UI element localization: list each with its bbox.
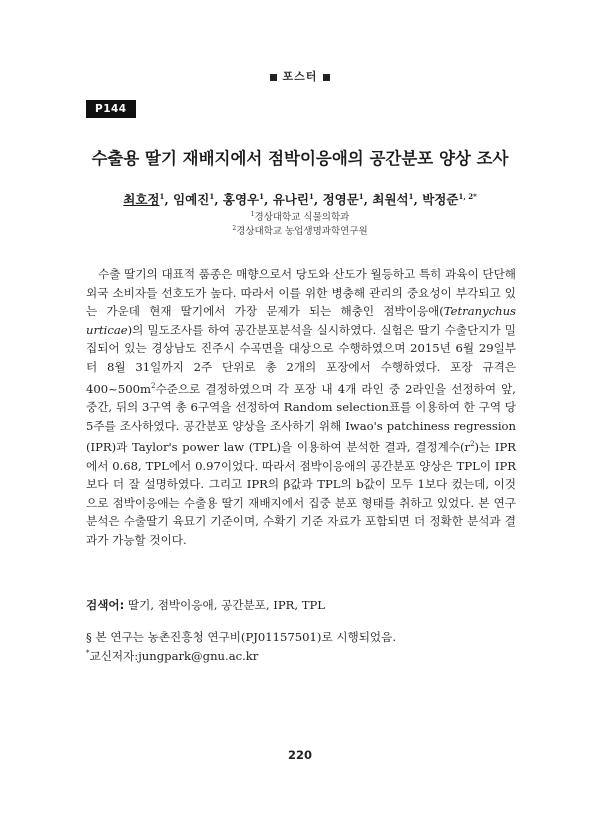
corresponding-sup: * (86, 649, 90, 658)
corresponding-email: 교신저자:jungpark@gnu.ac.kr (89, 649, 259, 663)
species-name: Tetranychus urticae (86, 304, 516, 337)
corresponding-author-note (86, 648, 516, 664)
abstract-text: 수출 딸기의 대표적 품종은 매향으로서 당도와 산도가 월등하고 특히 과육이 단단해 외국 소비자들 선호도가 높다. 따라서 이를 위한 병충해 관리의 중요성이 부각되고 있는 가운데 현재 딸기에서 가장 문제가 되는 해충인 점박이응애( (86, 267, 516, 319)
author-affil-sup: 1 (308, 191, 314, 201)
keywords-line (86, 597, 516, 613)
poster-id-badge: P144 (86, 100, 136, 118)
section-label: 포스터 (282, 70, 318, 83)
author-affil-sup: 1 (209, 191, 215, 201)
abstract-text: )는 IPR에서 0.68, TPL에서 0.97이었다. 따라서 점박이응애의 공간분포 양상은 TPL이 IPR보다 더 잘 설명하였다. 그리고 IPR의 β값과 TPL의 b값이 모두 1보다 컸는데, 이것으로 점박이응애는 수출용 딸기 재배지에서 집중 분포 형태를 취하고 있었다. 본 연구 분석은 수출딸기 육묘기 기준이며, 수확기 기준 자료가 포함되면 더 정확한 분석과 결과가 가능할 것이다. (86, 440, 516, 548)
author-name: 최원석 (372, 192, 409, 207)
author-affil-sup: 1 (358, 191, 364, 201)
affiliation-text: 경상대학교 농업생명과학연구원 (236, 226, 368, 237)
square-bullet-icon (323, 74, 330, 81)
funding-note: § 본 연구는 농촌진흥청 연구비(PJ01157501)로 시행되었음. (86, 630, 397, 644)
affiliation-text: 경상대학교 식물의학과 (254, 212, 350, 223)
paper-title: 수출용 딸기 재배지에서 점박이응애의 공간분포 양상 조사 (91, 149, 509, 168)
first-author: 최호정 (123, 192, 160, 207)
page-number: 220 (287, 748, 312, 762)
affiliation-sup: 1 (250, 210, 255, 218)
author-affil-sup: 1 (159, 191, 165, 201)
abstract-text: )의 밀도조사를 하여 공간분포분석을 실시하였다. 실험은 딸기 수출단지가 밀집되어 있는 경상남도 진주시 수곡면을 대상으로 수행하였으며 2015년 6월 29일부터 8월 31일까지 2주 단위로 총 2개의 포장에서 수행하였다. 포장 규격은 400~500m (86, 322, 516, 396)
affiliation (0, 209, 600, 223)
author-name: 유나린 (272, 192, 309, 207)
author-name: 홍영우 (222, 192, 260, 207)
author-name: 정영문 (322, 192, 359, 207)
section-header (0, 68, 600, 84)
abstract-paragraph (86, 265, 516, 550)
author-name: 임예진 (173, 192, 210, 207)
author-affil-sup: 1 (259, 191, 265, 201)
area-superscript: 2 (150, 381, 156, 390)
author-list: 최호정$^1$, 임예진$^1$, 홍영우$^1$, 유나린$^1$, 정영문$^1$, 최원석$^1$, 박정준$^{1, 2*}$ (123, 191, 477, 207)
r-squared-superscript: 2 (470, 440, 475, 449)
abstract-body (86, 265, 516, 550)
affiliation-sup: 2 (232, 224, 237, 232)
author-name: 박정준 (422, 192, 459, 207)
author-affil-sup: 1, 2* (458, 191, 477, 201)
abstract-text: 수준으로 결정하였으며 각 포장 내 4개 라인 중 2라인을 선정하여 앞, 중간, 뒤의 3구역 총 6구역을 선정하여 Random selection표를 이용하여 한 구역 당 5주를 조사하였다. 공간분포 양상을 조사하기 위해 Iwao's patchiness regression (IPR)과 Taylor's power law (TPL)을 이용하여 분석한 결과, 결정계수(r (86, 381, 516, 455)
affiliation (0, 223, 600, 237)
square-bullet-icon (270, 74, 277, 81)
keywords-label: 검색어: (86, 598, 125, 612)
keywords-text: 딸기, 점박이응애, 공간분포, IPR, TPL (124, 598, 325, 612)
author-affil-sup: 1 (408, 191, 414, 201)
